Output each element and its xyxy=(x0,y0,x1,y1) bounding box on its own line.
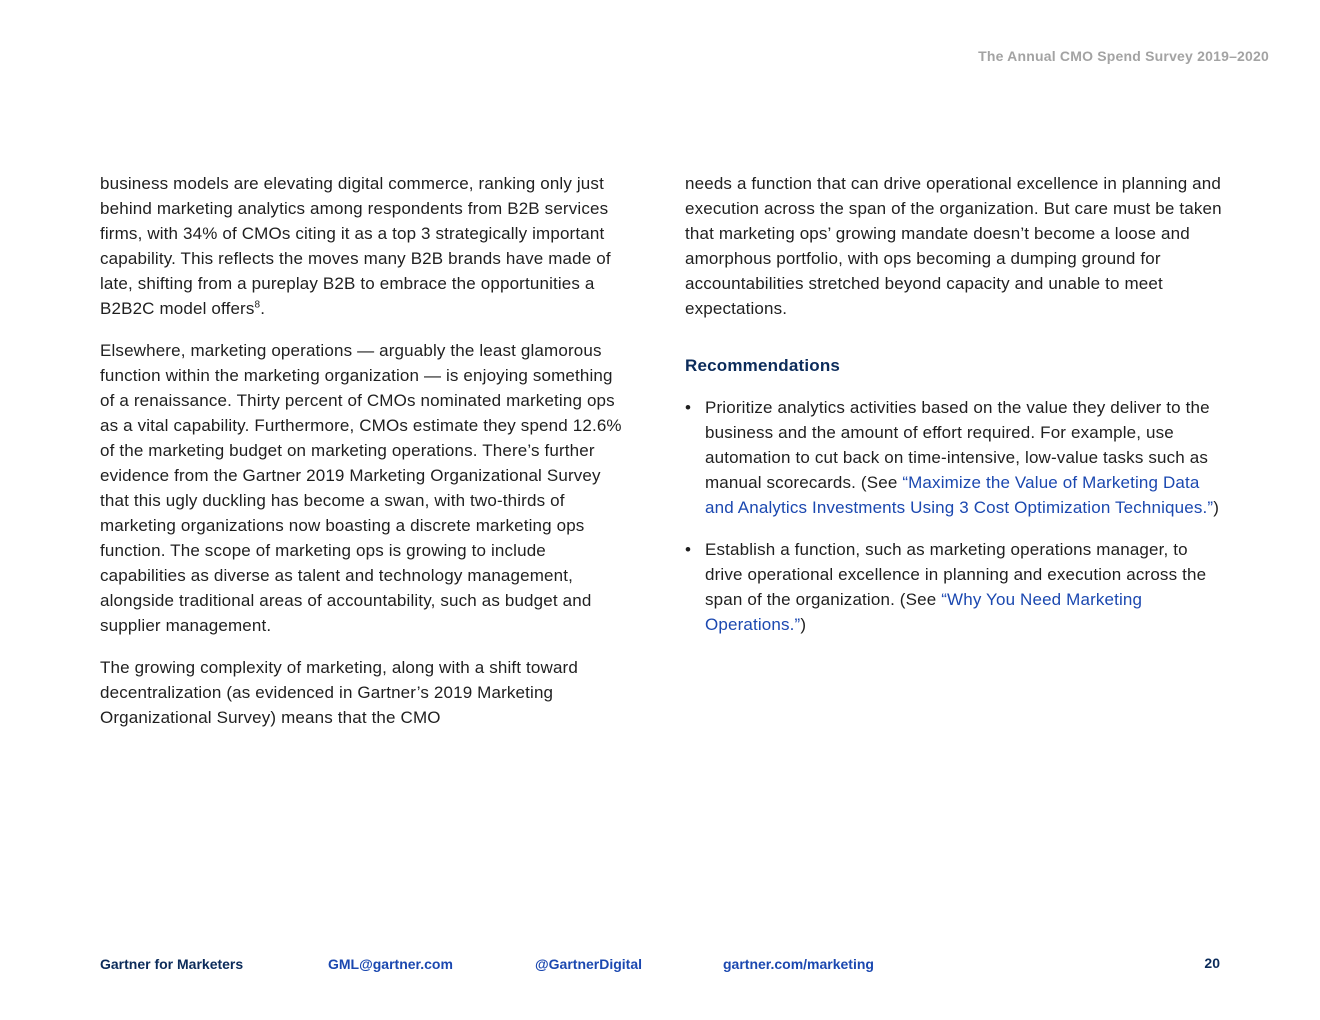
recommendation-item xyxy=(685,537,1230,637)
footer-email-link[interactable]: GML@gartner.com xyxy=(328,956,453,972)
body-paragraph-digital-commerce xyxy=(100,171,625,321)
right-column xyxy=(685,171,1230,654)
left-column xyxy=(100,171,625,747)
recommendations-heading: Recommendations xyxy=(685,356,841,375)
body-paragraph-operational-excellence: needs a function that can drive operational excellence in planning and execution across the span of the organization. But care must be taken that marketing ops’ growing mandate doesn’t become a loose and amorphous portfolio, with ops becoming a dumping ground for accountabilities stretched beyond capacity and unable to meet expectations. xyxy=(685,174,1222,318)
footer-twitter-link[interactable]: @GartnerDigital xyxy=(535,956,643,972)
footer-website-link[interactable]: gartner.com/marketing xyxy=(723,956,874,972)
report-link-marketing-operations[interactable]: “Why You Need Marketing Operations.” xyxy=(705,590,1143,634)
footnote-reference[interactable]: 8 xyxy=(254,299,261,311)
page-number: 20 xyxy=(1204,955,1220,971)
recommendations-list xyxy=(685,395,1230,637)
body-paragraph-growing-complexity: The growing complexity of marketing, along with a shift toward decentralization (as evidenced in Gartner’s 2019 Marketing Organizational Survey) means that the CMO xyxy=(100,658,578,727)
recommendation-text: Establish a function, such as marketing operations manager, to drive operational excellence in planning and execution across the span of the organization. (See xyxy=(705,540,1207,609)
bullet-icon: • xyxy=(685,398,692,417)
report-link-maximize-value[interactable]: “Maximize the Value of Marketing Data and Analytics Investments Using 3 Cost Optimization Techniques.” xyxy=(705,473,1214,517)
paragraph-end: . xyxy=(260,299,266,318)
recommendation-item xyxy=(685,395,1230,520)
body-paragraph-marketing-operations: Elsewhere, marketing operations — arguably the least glamorous function within the marketing organization — is enjoying something of a renaissance. Thirty percent of CMOs nominated marketing ops as a vital capability. Furthermore, CMOs estimate they spend 12.6% of the marketing budget on marketing operations. There’s further evidence from the Gartner 2019 Marketing Organizational Survey that this ugly duckling has become a swan, with two-thirds of marketing organizations now boasting a discrete marketing ops function. The scope of marketing ops is growing to include capabilities as diverse as talent and technology management, alongside traditional areas of accountability, such as budget and supplier management. xyxy=(100,341,622,635)
page-footer xyxy=(100,956,1220,976)
footer-brand: Gartner for Marketers xyxy=(100,956,244,972)
recommendation-text-end: ) xyxy=(1213,498,1220,517)
recommendation-text: Prioritize analytics activities based on the value they deliver to the business and the amount of effort required. For example, use automation to cut back on time-intensive, low-value tasks such as manual scorecards. (See xyxy=(705,398,1210,492)
recommendation-text-end: ) xyxy=(800,615,807,634)
paragraph-text: business models are elevating digital commerce, ranking only just behind marketing analytics among respondents from B2B services firms, with 34% of CMOs citing it as a top 3 strategically important capability. This reflects the moves many B2B brands have made of late, shifting from a pureplay B2B to embrace the opportunities a B2B2C model offers xyxy=(100,174,611,318)
running-header: The Annual CMO Spend Survey 2019–2020 xyxy=(978,48,1269,64)
bullet-icon: • xyxy=(685,540,692,559)
